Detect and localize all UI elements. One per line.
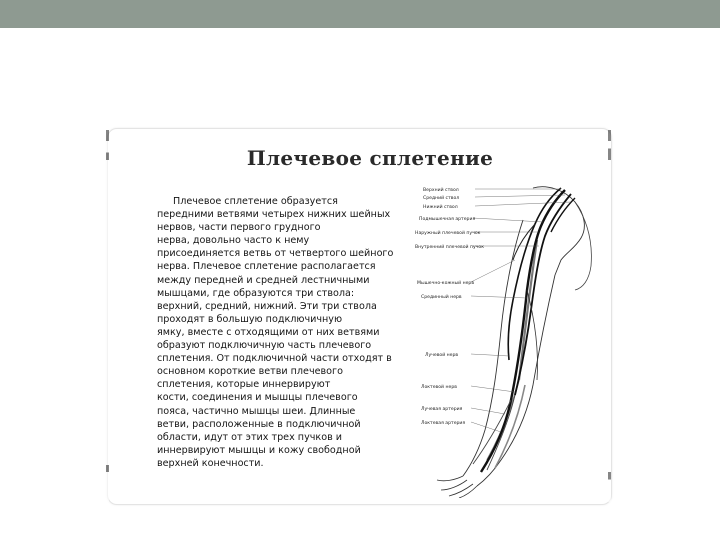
body-line: нервов, части первого грудного [157,222,321,234]
body-line: кости, соединения и мышцы плечевого [157,392,358,404]
body-paragraph [157,195,415,470]
label-ulnar-nerve: Локтевой нерв [421,385,457,390]
body-line: пояса, частично мышцы шеи. Длинные [157,405,356,417]
body-line: иннервируют мышцы и кожу свободной [157,444,361,456]
body-line: нерва. Плечевое сплетение располагается [157,261,376,273]
body-line: образуют подключичную часть плечевого [157,340,372,352]
body-line: передними ветвями четырех нижних шейных [157,209,391,221]
shoulder-outline [533,187,584,275]
body-line: верхний, средний, нижний. Эти три ствола [157,300,377,312]
top-color-band [0,0,720,28]
body-line: мышцами, где образуются три ствола: [157,287,355,299]
scapula-outline [575,202,591,290]
body-line: проходят в большую подключичную [157,313,343,325]
body-line: присоединяется ветвь от четвертого шейного [157,248,394,260]
body-line: нерва, довольно часто к нему [157,235,310,247]
label-ulnar-artery: Локтевая артерия [421,421,466,426]
body-line: между передней и средней лестничными [157,274,370,286]
radial-nerve [508,188,561,360]
label-axillary-artery: Подмышечная артерия [419,217,476,222]
label-median-nerve: Срединный нерв [421,295,462,300]
label-lateral-cord: Наружный плечевой пучок [415,231,481,236]
slide-title: Плечевое сплетение [246,146,494,170]
label-lower-trunk: Нижний ствол [423,205,458,210]
hand-outline [437,476,477,498]
label-radial-artery: Лучевая артерия [421,407,463,412]
body-line: области, идут от этих трех пучков и [157,431,343,443]
body-line: верхней конечности. [157,457,264,469]
label-upper-trunk: Верхний ствол [423,188,459,193]
label-medial-cord: Внутренний плечевой пучок [415,245,485,250]
ulna-bone [495,385,525,468]
arm-outline-right [477,275,555,486]
label-middle-trunk: Средний ствол [423,196,460,201]
brachial-plexus-illustration [415,180,610,498]
body-line: ветви, расположенные в подключичной [157,418,361,430]
label-musculocutaneous-nerve: Мышечно-кожный нерв [417,281,475,286]
body-line: ямку, вместе с отходящими от них ветвями [157,326,380,338]
body-line: сплетения, которые иннервируют [157,379,331,391]
frame-left-edge [106,130,109,502]
body-line: основном короткие ветви плечевого [157,366,343,378]
body-line: Плечевое сплетение образуется [173,196,338,207]
body-line: сплетения. От подключичной части отходят в [157,353,392,365]
label-radial-nerve: Лучевой нерв [425,353,459,358]
